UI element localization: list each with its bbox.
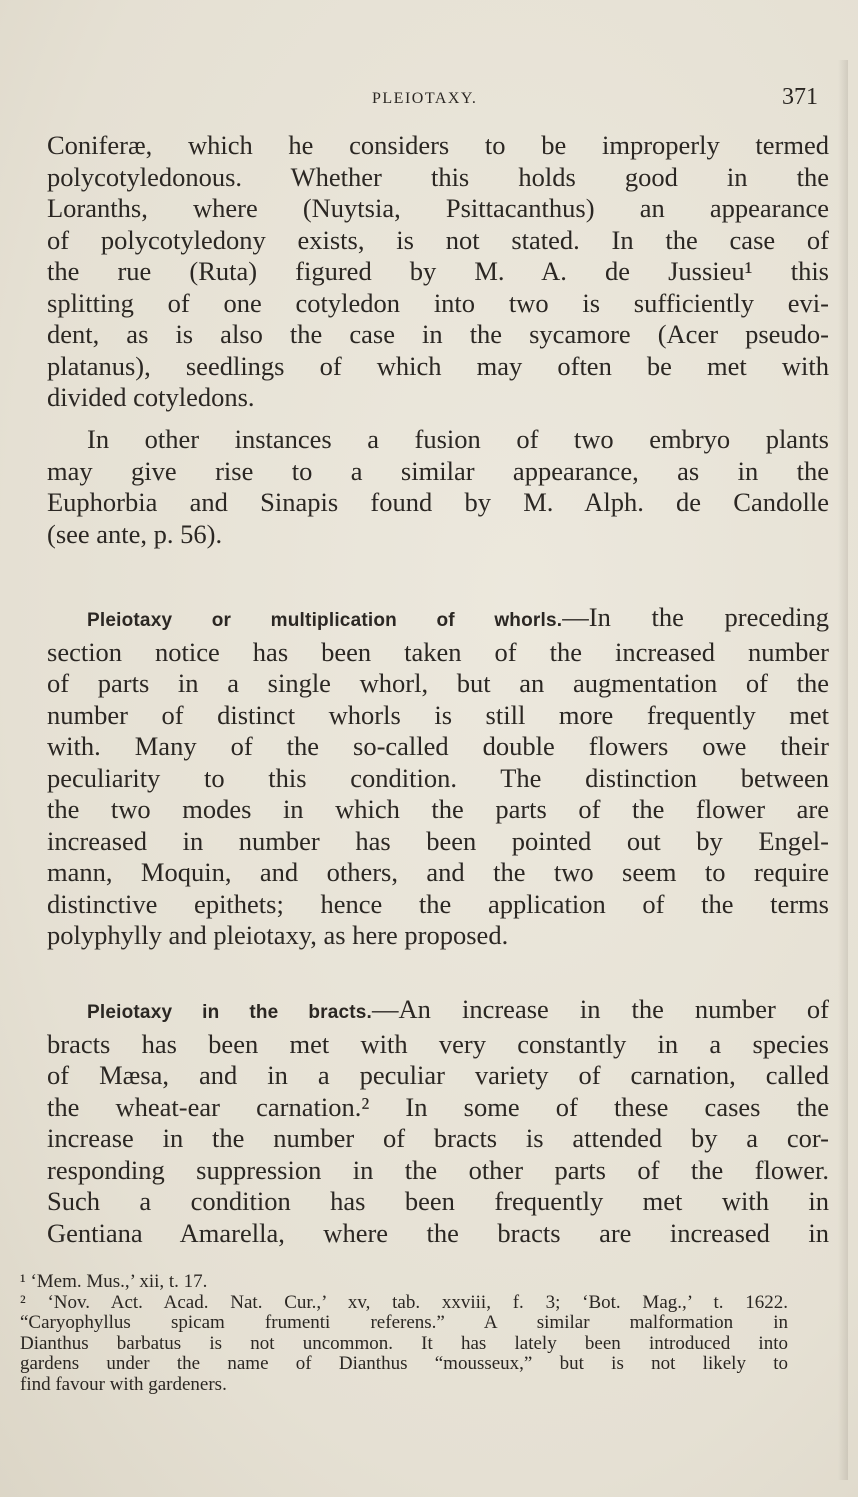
paragraph-3 [47,602,829,952]
section-heading: Pleiotaxy or multiplication of whorls. [87,610,563,631]
paragraph-2 [47,424,829,550]
text-line: of Mæsa, and in a peculiar variety of carnation, called [47,1060,829,1090]
page-header [0,84,858,114]
text-line: may give rise to a similar appearance, as in the [47,455,829,486]
text-line: platanus), seedlings of which may often be met with [47,350,829,381]
text-line: divided cotyledons. [47,382,255,412]
show-through-shadow [838,60,848,1480]
text-line: polycotyledonous. Whether this holds good in the [47,161,829,192]
text-line: the two modes in which the parts of the flower are [47,794,829,824]
footnote-line: ¹ ‘Mem. Mus.,’ xii, t. 17. [20,1271,208,1292]
text-line: (see ante, p. 56). [47,518,223,549]
footnote-line: “Caryophyllus spicam frumenti referens.” A similar malformation in [20,1312,788,1333]
footnote-line: find favour with gardeners. [20,1373,227,1395]
text-line: Loranths, where (Nuytsia, Psittacanthus) an appearance [47,193,829,223]
text-line: increased in number has been pointed out by Engel- [47,825,829,856]
text-line: with. Many of the so-called double flowers owe their [47,731,829,761]
paragraph-1 [47,130,829,414]
section-pleiotaxy-whorls [47,602,829,952]
footnotes [20,1272,788,1395]
text-line: of parts in a single whorl, but an augmentation of the [47,668,829,698]
text-line: dent, as is also the case in the sycamore (Acer pseudo- [47,319,829,349]
heading-continuation: —An increase in the number of [372,994,829,1024]
text-line: number of distinct whorls is still more frequently met [47,699,829,730]
paragraph-coniferae [47,130,829,414]
text-line: peculiarity to this condition. The distinction between [47,762,829,793]
text-line: the wheat-ear carnation.² In some of these cases the [47,1091,829,1122]
text-line: distinctive epithets; hence the application of the terms [47,888,829,919]
footnote-line: ² ‘Nov. Act. Acad. Nat. Cur.,’ xv, tab. xxviii, f. 3; ‘Bot. Mag.,’ t. 1622. [20,1291,788,1313]
text-line: splitting of one cotyledon into two is sufficiently evi- [47,287,829,318]
text-line: section notice has been taken of the increased number [47,636,829,667]
paragraph-4 [47,994,829,1249]
text-line: responding suppression in the other parts of the flower. [47,1154,829,1185]
text-line: Coniferæ, which he considers to be improperly termed [47,130,829,160]
text-line: mann, Moquin, and others, and the two seem to require [47,857,829,887]
paragraph-fusion [47,424,829,550]
text-line: Gentiana Amarella, where the bracts are increased in [47,1217,829,1248]
footnote-2 [20,1293,788,1396]
running-head: PLEIOTAXY. [372,90,478,107]
text-line: bracts has been met with very constantly in a species [47,1028,829,1059]
footnote-line: Dianthus barbatus is not uncommon. It has lately been introduced into [20,1332,788,1354]
text-line [47,994,829,1029]
text-line: Euphorbia and Sinapis found by M. Alph. de Candolle [47,487,829,517]
text-line: of polycotyledony exists, is not stated. In the case of [47,224,829,255]
text-line: increase in the number of bracts is attended by a cor- [47,1123,829,1153]
footnote-1 [20,1272,788,1293]
text-line: the rue (Ruta) figured by M. A. de Jussieu¹ this [47,256,829,286]
section-heading: Pleiotaxy in the bracts. [87,1002,373,1023]
text-line: Such a condition has been frequently met with in [47,1186,829,1216]
text-line: polyphylly and pleiotaxy, as here proposed. [47,920,509,950]
heading-continuation: —In the preceding [562,602,829,632]
text-line: In other instances a fusion of two embryo plants [87,424,829,454]
section-pleiotaxy-bracts [47,994,829,1249]
footnote-line: gardens under the name of Dianthus “mousseux,” but is not likely to [20,1353,788,1374]
page-number: 371 [782,84,818,110]
text-line [47,602,829,637]
